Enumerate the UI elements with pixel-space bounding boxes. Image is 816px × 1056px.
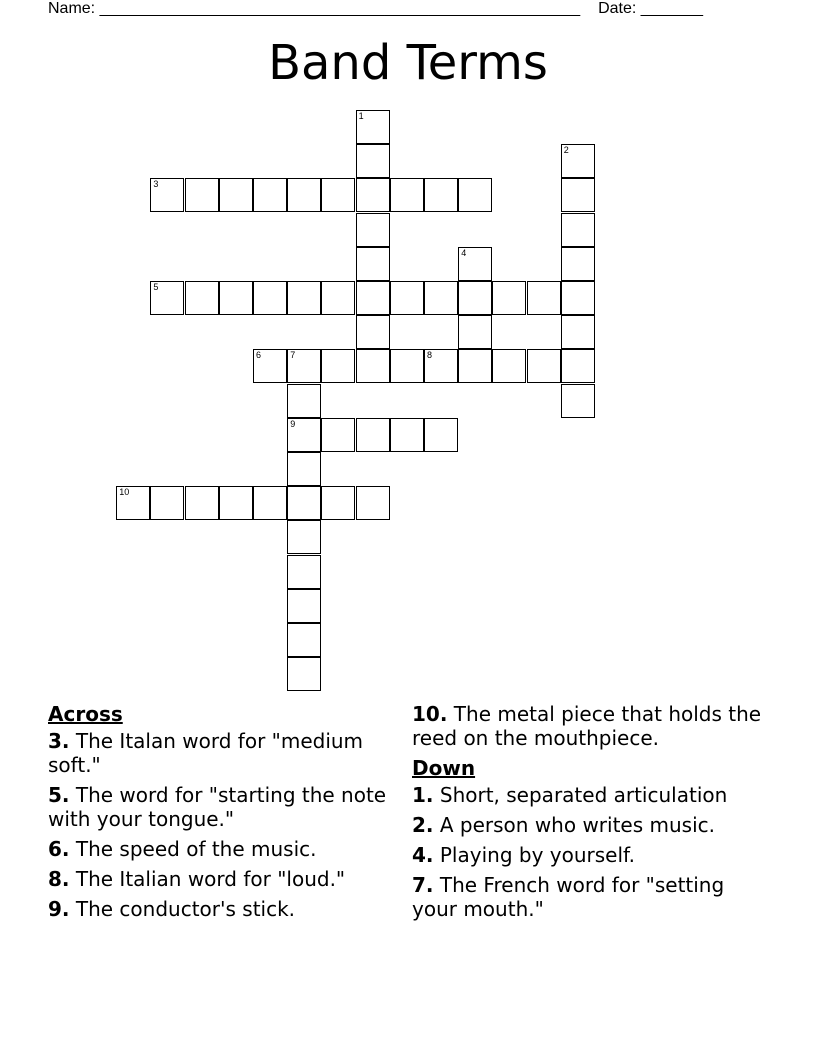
clue-text: The Italian word for "loud." [75,867,346,891]
crossword-cell[interactable] [150,281,184,315]
crossword-cell[interactable] [561,384,595,418]
crossword-cell[interactable] [356,144,390,178]
crossword-cell[interactable] [561,281,595,315]
cell-number: 7 [290,350,296,361]
crossword-cell[interactable] [287,623,321,657]
clue-number: 10. [412,702,448,726]
cell-number: 2 [563,145,569,156]
clue-text: Short, separated articulation [439,783,728,807]
clue-down-2 [412,813,762,837]
cell-number: 1 [358,111,364,121]
crossword-cell[interactable] [321,486,355,520]
crossword-cell[interactable] [116,486,150,520]
name-field-label[interactable]: Name: ______________________________________________________ [48,0,581,17]
clue-across-3 [48,729,388,777]
crossword-cell[interactable] [561,349,595,383]
crossword-cell[interactable] [458,281,492,315]
clue-text: The speed of the music. [75,837,317,861]
crossword-cell[interactable] [390,281,424,315]
crossword-cell[interactable] [424,418,458,452]
clue-number: 2. [412,813,434,837]
cell-number: 3 [153,179,159,190]
crossword-cell[interactable] [185,178,219,212]
crossword-cell[interactable] [561,315,595,349]
clue-number: 6. [48,837,70,861]
clue-across-8 [48,867,388,891]
clue-across-6 [48,837,388,861]
clue-down-1 [412,783,762,807]
crossword-cell[interactable] [287,384,321,418]
crossword-cell[interactable] [287,452,321,486]
clue-across-5 [48,783,388,831]
crossword-cell[interactable] [390,178,424,212]
cell-number: 8 [427,350,433,361]
clue-number: 5. [48,783,70,807]
crossword-cell[interactable] [219,486,253,520]
clue-down-7 [412,873,762,921]
crossword-cell[interactable] [287,349,321,383]
crossword-cell[interactable] [287,555,321,589]
crossword-cell[interactable] [287,486,321,520]
crossword-cell[interactable] [527,281,561,315]
crossword-cell[interactable] [561,213,595,247]
crossword-cell[interactable] [458,315,492,349]
clue-number: 3. [48,729,70,753]
crossword-cell[interactable] [287,178,321,212]
crossword-cell[interactable] [321,418,355,452]
clue-number: 7. [412,873,434,897]
crossword-cell[interactable] [356,213,390,247]
clue-text: A person who writes music. [439,813,716,837]
crossword-cell[interactable] [356,349,390,383]
crossword-cell[interactable] [424,281,458,315]
crossword-cell[interactable] [253,178,287,212]
clues-column-left [48,702,388,927]
crossword-cell[interactable] [356,178,390,212]
cell-number: 5 [153,282,159,292]
crossword-cell[interactable] [185,486,219,520]
crossword-cell[interactable] [321,178,355,212]
crossword-cell[interactable] [253,486,287,520]
crossword-cell[interactable] [287,657,321,691]
crossword-cell[interactable] [356,315,390,349]
cell-number: 4 [461,247,467,258]
crossword-cell[interactable] [219,178,253,212]
crossword-cell[interactable] [287,520,321,554]
crossword-cell[interactable] [356,486,390,520]
cell-number: 10 [119,487,130,498]
page-title: Band Terms [268,35,548,91]
clue-text: The metal piece that holds the reed on the mouthpiece. [412,702,762,750]
crossword-cell[interactable] [424,178,458,212]
clue-text: The Italan word for "medium soft." [48,729,364,777]
crossword-cell[interactable] [253,349,287,383]
crossword-cell[interactable] [561,247,595,281]
clue-across-9 [48,897,388,921]
crossword-cell[interactable] [356,110,390,144]
clue-number: 4. [412,843,434,867]
clue-text: Playing by yourself. [439,843,635,867]
crossword-cell[interactable] [150,178,184,212]
crossword-cell[interactable] [356,418,390,452]
crossword-cell[interactable] [185,281,219,315]
clues-column-right [412,702,762,927]
crossword-cell[interactable] [458,349,492,383]
cell-number: 6 [256,350,262,361]
crossword-cell[interactable] [356,281,390,315]
crossword-cell[interactable] [492,349,526,383]
crossword-cell[interactable] [287,281,321,315]
crossword-cell[interactable] [424,349,458,383]
crossword-cell[interactable] [561,178,595,212]
clue-number: 8. [48,867,70,891]
clue-number: 1. [412,783,434,807]
crossword-cell[interactable] [527,349,561,383]
crossword-cell[interactable] [219,281,253,315]
crossword-cell[interactable] [561,144,595,178]
crossword-cell[interactable] [253,281,287,315]
down-heading: Down [412,756,476,780]
crossword-cell[interactable] [287,418,321,452]
clue-text: The French word for "setting your mouth." [412,873,725,921]
crossword-cell[interactable] [287,589,321,623]
date-field-label[interactable]: Date: _______ [598,0,704,17]
crossword-cell[interactable] [458,247,492,281]
across-heading: Across [48,702,123,726]
crossword-cell[interactable] [356,247,390,281]
crossword-cell[interactable] [390,349,424,383]
crossword-cell[interactable] [321,281,355,315]
clue-text: The word for "starting the note with your tongue." [48,783,387,831]
clue-across-10 [412,702,762,750]
crossword-cell[interactable] [492,281,526,315]
crossword-cell[interactable] [390,418,424,452]
crossword-cell[interactable] [458,178,492,212]
crossword-cell[interactable] [150,486,184,520]
cell-number: 9 [290,418,296,429]
clue-down-4 [412,843,762,867]
clue-text: The conductor's stick. [75,897,296,921]
crossword-cell[interactable] [321,349,355,383]
clue-number: 9. [48,897,70,921]
